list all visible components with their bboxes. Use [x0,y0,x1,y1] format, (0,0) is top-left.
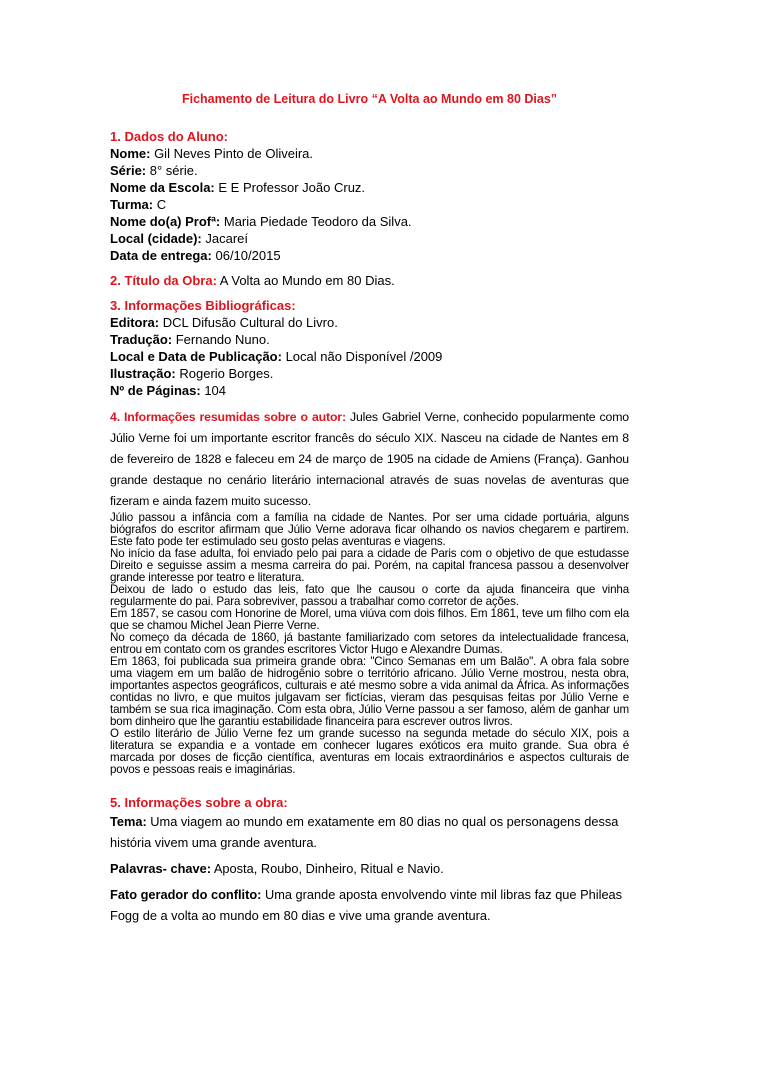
section-heading: 4. Informações resumidas sobre o autor: [110,410,346,424]
section-heading: 3. Informações Bibliográficas: [110,298,296,313]
document-title: Fichamento de Leitura do Livro “A Volta ao Mundo em 80 Dias” [181,92,558,106]
field-label: Editora: [110,315,160,330]
field-label: Tema: [110,814,147,829]
field-value: 06/10/2015 [211,248,281,263]
field-label: Local (cidade): [110,231,202,246]
field-label: Palavras- chave: [110,861,212,876]
section-student-data [110,128,629,264]
author-intro [110,407,629,512]
author-paragraph: Deixou de lado o estudo das leis, fato que lhe causou o corte da ajuda financeira que vinha regularmente do pai. Para sobreviver, passou a trabalhar como corretor de ações. [110,583,629,608]
field-label: Nome: [110,146,151,161]
field-label: Nome do(a) Profª: [110,214,221,229]
field-row [110,145,629,162]
field-row [110,230,629,247]
field-value: E E Professor João Cruz. [214,180,366,195]
field-row [110,884,629,926]
field-label: Tradução: [110,332,173,347]
field-value: Aposta, Roubo, Dinheiro, Ritual e Navio. [211,861,444,876]
field-label: Nome da Escola: [110,180,215,195]
field-value: Fernando Nuno. [172,332,270,347]
document-content [110,92,629,926]
field-label: Data de entrega: [110,248,212,263]
section-bibliographic-info [110,297,629,399]
author-paragraph: Em 1863, foi publicada sua primeira grande obra: "Cinco Semanas em um Balão". A obra fala sobre uma viagem em um balão de hidrogênio sobre o território africano. Júlio Verne mostrou, nesta obra, importantes aspectos geográficos, culturais e até mesmo sobre a vida animal da África. As informações contidas no livro, e que muitos julgavam ser fictícias, vieram das pesquisas feitas por Júlio Verne e também se sua rica imaginação. Com esta obra, Júlio Verne passou a ser famoso, além de ganhar um bom dinheiro que lhe garantiu estabilidade financeira para escrever outros livros. [110,655,629,728]
author-paragraph: Júlio passou a infância com a família na cidade de Nantes. Por ser uma cidade portuária, alguns biógrafos do escritor afirmam que Júlio Verne adorava ficar olhando os navios chegarem e partirem. Este fato pode ter estimulado seu gosto pelas aventuras e viagens. [110,511,629,548]
field-label: Nº de Páginas: [110,383,201,398]
section-heading: 2. Título da Obra: [110,273,217,288]
author-intro-text: Jules Gabriel Verne, conhecido popularmente como Júlio Verne foi um importante escritor francês do século XIX. Nasceu na cidade de Nantes em 8 de fevereiro de 1828 e faleceu em 24 de março de 1905 na cidade de Amiens (França). Ganhou grande destaque no cenário literário internacional através de suas novelas de aventuras que fizeram e ainda fazem muito sucesso. [110,410,629,508]
field-value: Gil Neves Pinto de Oliveira. [150,146,314,161]
field-row [110,331,629,348]
field-label: Local e Data de Publicação: [110,349,282,364]
field-value: Local não Disponível /2009 [281,349,443,364]
field-value: Uma grande aposta envolvendo vinte mil libras faz que Phileas Fogg de a volta ao mundo em 80 dias e vive uma grande aventura. [110,887,623,923]
field-row [110,314,629,331]
field-value: 8° série. [146,163,198,178]
field-row [110,179,629,196]
field-row [110,382,629,399]
field-value: C [153,197,167,212]
field-value: DCL Difusão Cultural do Livro. [159,315,338,330]
field-label: Ilustração: [110,366,176,381]
field-row [110,348,629,365]
field-value: Rogerio Borges. [175,366,274,381]
spacer [110,289,629,297]
field-row [110,365,629,382]
field-value: 104 [200,383,227,398]
author-paragraph: No início da fase adulta, foi enviado pelo pai para a cidade de Paris com o objetivo de que estudasse Direito e seguisse assim a mesma carreira do pai. Porém, na capital francesa passou a desenvolver grande interesse por teatro e literatura. [110,547,629,584]
section-author-info [110,407,629,776]
field-value: A Volta ao Mundo em 80 Dias. [216,273,395,288]
field-row [110,162,629,179]
spacer [110,776,629,794]
field-row [110,213,629,230]
field-label: Fato gerador do conflito: [110,887,262,902]
field-row [110,196,629,213]
section-heading: 5. Informações sobre a obra: [110,795,288,810]
field-value: Maria Piedade Teodoro da Silva. [220,214,412,229]
section-work-info [110,794,629,926]
field-value: Jacareí [201,231,248,246]
field-row [110,811,629,853]
author-paragraph: No começo da década de 1860, já bastante familiarizado com setores da intelectualidade francesa, entrou em contato com os grandes escritores Victor Hugo e Alexandre Dumas. [110,631,629,656]
field-row [110,858,629,879]
spacer [110,264,629,272]
field-value: Uma viagem ao mundo em exatamente em 80 dias no qual os personagens dessa história vivem uma grande aventura. [110,814,619,850]
field-label: Série: [110,163,147,178]
section-heading: 1. Dados do Aluno: [110,129,228,144]
field-label: Turma: [110,197,154,212]
field-row [110,247,629,264]
spacer [110,399,629,407]
section-work-title [110,272,629,289]
author-paragraph: O estilo literário de Júlio Verne fez um grande sucesso na segunda metade do século XIX, pois a literatura se expandia e a vontade em conhecer lugares exóticos era muito grande. Sua obra é marcada por doses de ficção científica, aventuras em locais extraordinários e aspectos culturais de povos e pessoas reais e imaginárias. [110,727,629,776]
author-paragraph: Em 1857, se casou com Honorine de Morel, uma viúva com dois filhos. Em 1861, teve um filho com ela que se chamou Michel Jean Pierre Verne. [110,607,629,632]
